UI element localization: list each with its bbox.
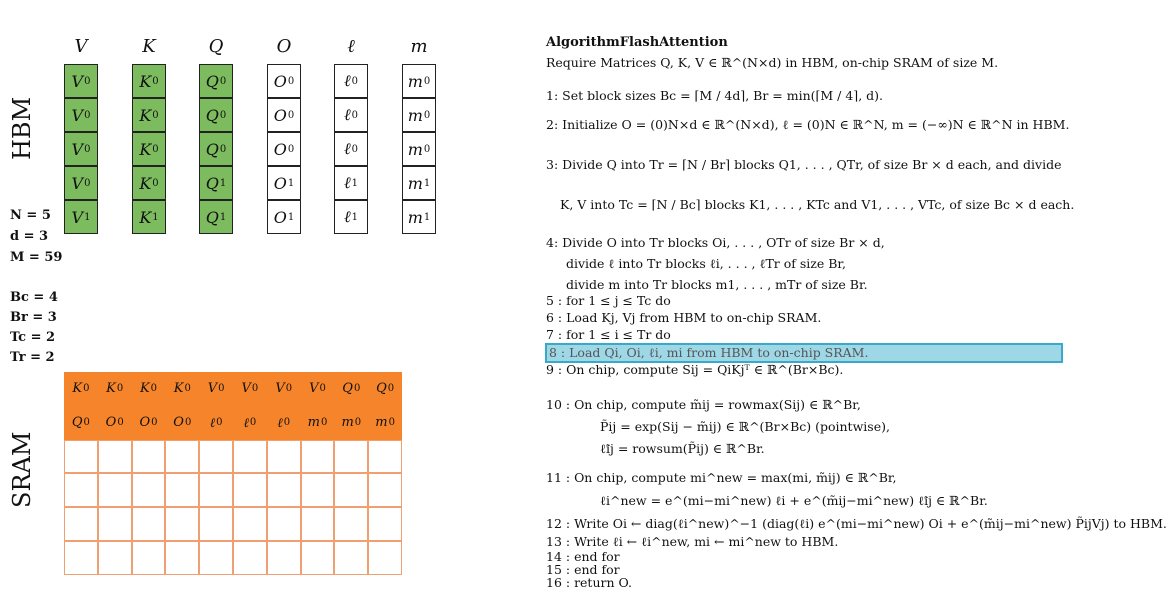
hbm-cell-l-2: ℓ 0 [334,132,368,166]
sram-cell-5-4 [199,541,233,575]
sram-cell-2-8 [334,440,368,474]
hbm-cell-m-3: m 1 [402,166,436,200]
hbm-cell-m-4: m 1 [402,200,436,234]
algorithm-line-4: K, V into Tc = ⌈N / Bc⌉ blocks K1, . . . , KTc and V1, . . . , VTc, of size Bc × d each. [560,197,1075,212]
hbm-cell-l-4: ℓ 1 [334,200,368,234]
hbm-cell-K-3: K 0 [132,166,166,200]
hbm-header-l: ℓ [347,36,355,57]
hbm-cell-m-2: m 0 [402,132,436,166]
algorithm-line-19: 13 : Write ℓi ← ℓi^new, mi ← mi^new to HBM. [546,534,839,549]
hbm-cell-O-3: O 1 [267,166,301,200]
sram-cell-2-1 [98,440,132,474]
hbm-cell-V-3: V 0 [64,166,98,200]
sram-cell-1-9: m 0 [368,406,402,440]
sram-cell-1-3: O 0 [165,406,199,440]
sram-cell-4-5 [233,507,267,541]
hbm-cell-K-1: K 0 [132,98,166,132]
sram-cell-3-3 [165,473,199,507]
sram-cell-4-7 [301,507,335,541]
hbm-cell-m-1: m 0 [402,98,436,132]
sram-cell-0-3: K 0 [165,372,199,406]
sram-cell-5-5 [233,541,267,575]
hbm-cell-K-4: K 1 [132,200,166,234]
sram-cell-1-1: O 0 [98,406,132,440]
sram-cell-1-5: ℓ 0 [233,406,267,440]
algorithm-line-6: divide ℓ into Tr blocks ℓi, . . . , ℓTr of size Br, [566,256,846,271]
sram-cell-3-1 [98,473,132,507]
sram-cell-0-5: V 0 [233,372,267,406]
hbm-cell-Q-1: Q 0 [199,98,233,132]
hbm-cell-O-4: O 1 [267,200,301,234]
algorithm-line-14: P̃ij = exp(Sij − m̃ij) ∈ ℝ^(Br×Bc) (pointwise), [600,419,890,434]
sram-cell-2-0 [64,440,98,474]
sram-cell-0-4: V 0 [199,372,233,406]
param-4: Br = 3 [10,310,57,325]
sram-cell-5-6 [267,541,301,575]
sram-cell-1-4: ℓ 0 [199,406,233,440]
sram-label: SRAM [8,431,36,508]
hbm-cell-l-3: ℓ 1 [334,166,368,200]
sram-cell-4-1 [98,507,132,541]
sram-cell-2-2 [132,440,166,474]
sram-cell-0-7: V 0 [301,372,335,406]
sram-cell-2-4 [199,440,233,474]
sram-cell-3-0 [64,473,98,507]
sram-cell-1-7: m 0 [301,406,335,440]
sram-cell-4-0 [64,507,98,541]
sram-cell-5-3 [165,541,199,575]
algorithm-line-20: 14 : end for [546,549,620,564]
param-1: d = 3 [10,229,49,244]
sram-cell-4-8 [334,507,368,541]
sram-cell-2-3 [165,440,199,474]
hbm-label: HBM [8,96,36,160]
sram-cell-3-5 [233,473,267,507]
sram-cell-5-9 [368,541,402,575]
sram-cell-2-7 [301,440,335,474]
sram-cell-4-6 [267,507,301,541]
sram-cell-4-3 [165,507,199,541]
algorithm-line-15: ℓ̃ij = rowsum(P̃ij) ∈ ℝ^Br. [600,441,765,456]
algorithm-line-21: 15 : end for [546,562,620,577]
algorithm-line-10: 7 : for 1 ≤ i ≤ Tr do [546,327,671,342]
hbm-cell-O-2: O 0 [267,132,301,166]
algorithm-line-22: 16 : return O. [546,575,632,590]
sram-cell-0-9: Q 0 [368,372,402,406]
hbm-cell-m-0: m 0 [402,64,436,98]
sram-cell-2-9 [368,440,402,474]
sram-cell-3-7 [301,473,335,507]
algorithm-line-0: Require Matrices Q, K, V ∈ ℝ^(N×d) in HBM, on-chip SRAM of size M. [546,55,999,70]
hbm-cell-V-0: V 0 [64,64,98,98]
algorithm-line-17: ℓi^new = e^(mi−mi^new) ℓi + e^(m̃ij−mi^new) ℓ̃ij ∈ ℝ^Br. [600,493,988,508]
sram-cell-3-4 [199,473,233,507]
param-2: M = 59 [10,250,63,265]
algorithm-line-1: 1: Set block sizes Bc = ⌈M / 4d⌉, Br = min(⌈M / 4⌉, d). [546,88,883,103]
hbm-header-O: O [276,36,292,57]
param-5: Tc = 2 [10,330,56,345]
hbm-header-V: V [74,36,88,57]
hbm-header-Q: Q [208,36,224,57]
hbm-cell-O-1: O 0 [267,98,301,132]
hbm-cell-Q-0: Q 0 [199,64,233,98]
hbm-header-K: K [142,36,156,57]
sram-cell-0-2: K 0 [132,372,166,406]
param-0: N = 5 [10,208,51,223]
algorithm-line-13: 10 : On chip, compute m̃ij = rowmax(Sij) ∈ ℝ^Br, [546,397,861,412]
sram-cell-2-6 [267,440,301,474]
sram-cell-1-0: Q 0 [64,406,98,440]
algorithm-line-12: 9 : On chip, compute Sij = QiKjᵀ ∈ ℝ^(Br×Bc). [546,362,844,377]
algorithm-line-9: 6 : Load Kj, Vj from HBM to on-chip SRAM. [546,310,822,325]
hbm-cell-Q-3: Q 1 [199,166,233,200]
sram-cell-5-8 [334,541,368,575]
algorithm-line-3: 3: Divide Q into Tr = ⌈N / Br⌉ blocks Q1, . . . , QTr, of size Br × d each, and divide [546,157,1062,172]
algorithm-line-7: divide m into Tr blocks m1, . . . , mTr of size Br. [566,277,868,292]
hbm-cell-K-0: K 0 [132,64,166,98]
algorithm-line-highlighted: 8 : Load Qi, Oi, ℓi, mi from HBM to on-chip SRAM. [545,343,1063,363]
sram-cell-5-1 [98,541,132,575]
hbm-cell-O-0: O 0 [267,64,301,98]
algorithm-line-8: 5 : for 1 ≤ j ≤ Tc do [546,293,671,308]
algorithm-line-2: 2: Initialize O = (0)N×d ∈ ℝ^(N×d), ℓ = (0)N ∈ ℝ^N, m = (−∞)N ∈ ℝ^N in HBM. [546,117,1070,132]
algorithm-line-16: 11 : On chip, compute mi^new = max(mi, m̃ij) ∈ ℝ^Br, [546,470,897,485]
sram-cell-0-8: Q 0 [334,372,368,406]
sram-cell-3-8 [334,473,368,507]
hbm-header-m: m [410,36,428,57]
sram-cell-1-2: O 0 [132,406,166,440]
hbm-cell-V-2: V 0 [64,132,98,166]
algorithm-line-5: 4: Divide O into Tr blocks Oi, . . . , OTr of size Br × d, [546,235,885,250]
sram-cell-2-5 [233,440,267,474]
param-3: Bc = 4 [10,290,58,305]
hbm-cell-V-4: V 1 [64,200,98,234]
sram-cell-5-2 [132,541,166,575]
hbm-cell-l-0: ℓ 0 [334,64,368,98]
hbm-cell-V-1: V 0 [64,98,98,132]
sram-cell-3-2 [132,473,166,507]
sram-cell-4-4 [199,507,233,541]
hbm-cell-Q-2: Q 0 [199,132,233,166]
sram-cell-0-1: K 0 [98,372,132,406]
sram-cell-5-0 [64,541,98,575]
param-6: Tr = 2 [10,350,55,365]
hbm-cell-K-2: K 0 [132,132,166,166]
algorithm-title: AlgorithmFlashAttention [546,35,728,50]
hbm-cell-l-1: ℓ 0 [334,98,368,132]
sram-cell-1-6: ℓ 0 [267,406,301,440]
sram-cell-3-9 [368,473,402,507]
sram-cell-5-7 [301,541,335,575]
sram-cell-4-2 [132,507,166,541]
algorithm-line-18: 12 : Write Oi ← diag(ℓi^new)^−1 (diag(ℓi) e^(mi−mi^new) Oi + e^(m̃ij−mi^new) P̃ijVj) to HBM. [546,516,1167,531]
sram-cell-0-0: K 0 [64,372,98,406]
hbm-cell-Q-4: Q 1 [199,200,233,234]
sram-cell-3-6 [267,473,301,507]
sram-cell-0-6: V 0 [267,372,301,406]
sram-cell-4-9 [368,507,402,541]
sram-cell-1-8: m 0 [334,406,368,440]
